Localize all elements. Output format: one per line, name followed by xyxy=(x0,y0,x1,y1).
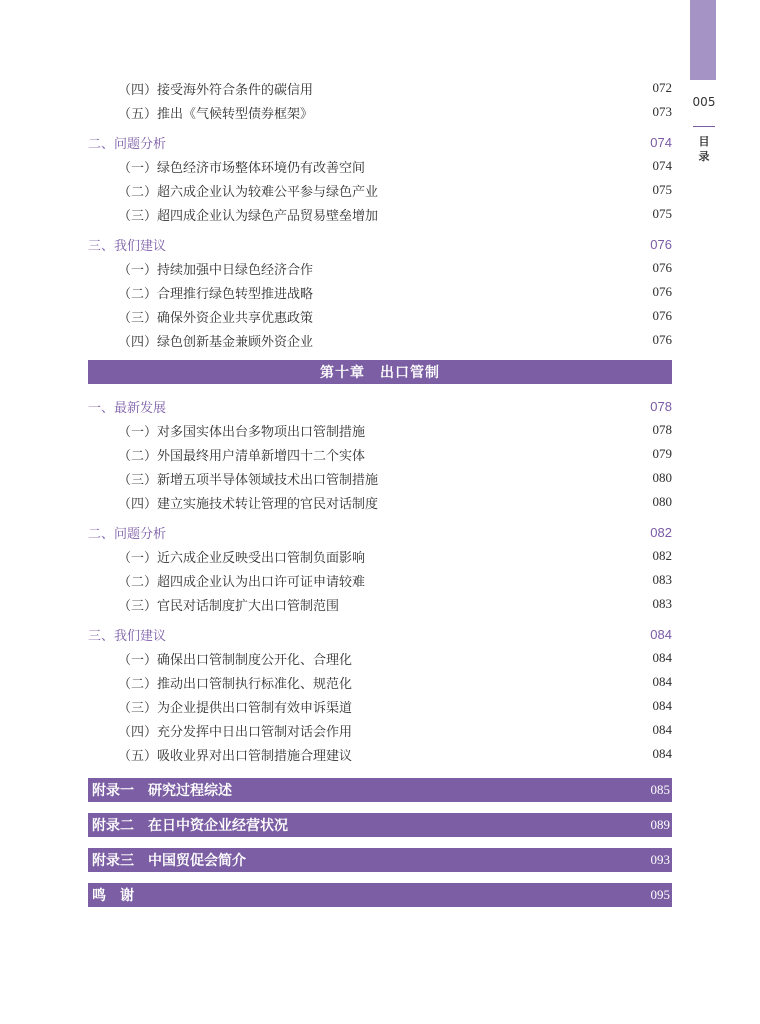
toc-entry-title: （五）吸收业界对出口管制措施合理建议 xyxy=(118,748,353,764)
toc-entry-title: （三）官民对话制度扩大出口管制范围 xyxy=(118,598,340,614)
toc-entry-row[interactable] xyxy=(88,742,672,766)
appendix-bar[interactable] xyxy=(88,848,672,872)
toc-entry-title: 三、我们建议 xyxy=(88,628,167,644)
toc-entry-title: 二、问题分析 xyxy=(88,136,167,152)
toc-entry-row[interactable] xyxy=(88,544,672,568)
appendix-page-number: 089 xyxy=(650,817,670,832)
appendix-bar[interactable] xyxy=(88,778,672,802)
toc-page-number: 084 xyxy=(652,650,672,665)
appendix-page-number: 095 xyxy=(650,887,670,902)
toc-page-number: 084 xyxy=(652,674,672,689)
toc-page-number: 076 xyxy=(652,284,672,299)
toc-entry-title: （四）绿色创新基金兼顾外资企业 xyxy=(118,334,314,350)
toc-entry-row[interactable] xyxy=(88,646,672,670)
toc-page-number: 076 xyxy=(650,236,672,252)
toc-entry-row[interactable] xyxy=(88,328,672,352)
toc-entry-title: （四）建立实施技术转让管理的官民对话制度 xyxy=(118,496,379,512)
toc-page-number: 078 xyxy=(652,422,672,437)
toc-entry-title: （三）新增五项半导体领域技术出口管制措施 xyxy=(118,472,379,488)
toc-entry-row[interactable] xyxy=(88,694,672,718)
toc-group-appendix xyxy=(88,778,672,907)
toc-entry-title: （一）对多国实体出台多物项出口管制措施 xyxy=(118,424,366,440)
toc-entry-row[interactable] xyxy=(88,442,672,466)
appendix-title: 鸣 谢 xyxy=(92,888,134,904)
toc-entry-title: （三）超四成企业认为绿色产品贸易壁垒增加 xyxy=(118,208,379,224)
toc-entry-title: （五）推出《气候转型债券框架》 xyxy=(118,106,314,122)
toc-entry-row[interactable] xyxy=(88,280,672,304)
toc-page-number: 084 xyxy=(652,746,672,761)
toc-page-number: 074 xyxy=(652,158,672,173)
toc-page-number: 082 xyxy=(650,524,672,540)
toc-page-number: 076 xyxy=(652,308,672,323)
side-section-label: 目录 xyxy=(698,135,710,163)
toc-section-row[interactable] xyxy=(88,232,672,256)
appendix-bar[interactable] xyxy=(88,813,672,837)
toc-page-number: 076 xyxy=(652,332,672,347)
appendix-bar[interactable] xyxy=(88,883,672,907)
side-divider xyxy=(693,126,715,127)
toc-entry-title: （二）外国最终用户清单新增四十二个实体 xyxy=(118,448,366,464)
toc-entry-row[interactable] xyxy=(88,418,672,442)
side-color-tab xyxy=(690,0,716,80)
appendix-title: 附录三 中国贸促会简介 xyxy=(92,853,246,869)
toc-page-number: 076 xyxy=(652,260,672,275)
toc-entry-row[interactable] xyxy=(88,256,672,280)
toc-page-number: 075 xyxy=(652,206,672,221)
toc-entry-row[interactable] xyxy=(88,178,672,202)
toc-entry-title: （二）合理推行绿色转型推进战略 xyxy=(118,286,314,302)
toc-entry-title: （二）超四成企业认为出口许可证申请较难 xyxy=(118,574,366,590)
toc-page-number: 079 xyxy=(652,446,672,461)
appendix-title: 附录一 研究过程综述 xyxy=(92,783,232,799)
toc-entry-title: （三）确保外资企业共享优惠政策 xyxy=(118,310,314,326)
appendix-page-number: 093 xyxy=(650,852,670,867)
toc-page-number: 074 xyxy=(650,134,672,150)
toc-entry-row[interactable] xyxy=(88,592,672,616)
toc-entry-title: （三）为企业提供出口管制有效申诉渠道 xyxy=(118,700,353,716)
toc-entry-title: （二）推动出口管制执行标准化、规范化 xyxy=(118,676,353,692)
toc-page-number: 083 xyxy=(652,596,672,611)
table-of-contents xyxy=(88,76,672,907)
toc-entry-title: （一）近六成企业反映受出口管制负面影响 xyxy=(118,550,366,566)
toc-entry-title: （四）接受海外符合条件的碳信用 xyxy=(118,82,314,98)
toc-entry-title: 一、最新发展 xyxy=(88,400,167,416)
toc-page-number: 082 xyxy=(652,548,672,563)
toc-entry-title: （二）超六成企业认为较难公平参与绿色产业 xyxy=(118,184,379,200)
toc-page-number: 080 xyxy=(652,470,672,485)
toc-entry-row[interactable] xyxy=(88,670,672,694)
page-number: 005 xyxy=(692,95,716,109)
toc-entry-row[interactable] xyxy=(88,154,672,178)
toc-section-row[interactable] xyxy=(88,622,672,646)
toc-group-chapter-10 xyxy=(88,394,672,766)
appendix-title: 附录二 在日中资企业经营状况 xyxy=(92,818,288,834)
toc-group-previous-chapter xyxy=(88,76,672,352)
toc-section-row[interactable] xyxy=(88,394,672,418)
toc-entry-row[interactable] xyxy=(88,466,672,490)
toc-page-number: 080 xyxy=(652,494,672,509)
toc-section-row[interactable] xyxy=(88,130,672,154)
toc-entry-title: 二、问题分析 xyxy=(88,526,167,542)
toc-section-row[interactable] xyxy=(88,520,672,544)
toc-page-number: 072 xyxy=(652,80,672,95)
toc-entry-title: 三、我们建议 xyxy=(88,238,167,254)
toc-page-number: 084 xyxy=(652,722,672,737)
toc-entry-row[interactable] xyxy=(88,76,672,100)
toc-page-number: 084 xyxy=(650,626,672,642)
toc-entry-row[interactable] xyxy=(88,100,672,124)
toc-entry-row[interactable] xyxy=(88,568,672,592)
toc-entry-title: （一）确保出口管制制度公开化、合理化 xyxy=(118,652,353,668)
toc-entry-row[interactable] xyxy=(88,202,672,226)
toc-page-number: 073 xyxy=(652,104,672,119)
toc-page-number: 075 xyxy=(652,182,672,197)
toc-entry-row[interactable] xyxy=(88,718,672,742)
toc-page-number: 083 xyxy=(652,572,672,587)
toc-entry-title: （四）充分发挥中日出口管制对话会作用 xyxy=(118,724,353,740)
toc-entry-row[interactable] xyxy=(88,304,672,328)
toc-page-number: 078 xyxy=(650,398,672,414)
toc-entry-row[interactable] xyxy=(88,490,672,514)
appendix-page-number: 085 xyxy=(650,782,670,797)
chapter-heading[interactable]: 第十章 出口管制 xyxy=(88,360,672,384)
toc-entry-title: （一）绿色经济市场整体环境仍有改善空间 xyxy=(118,160,366,176)
toc-entry-title: （一）持续加强中日绿色经济合作 xyxy=(118,262,314,278)
toc-page-number: 084 xyxy=(652,698,672,713)
